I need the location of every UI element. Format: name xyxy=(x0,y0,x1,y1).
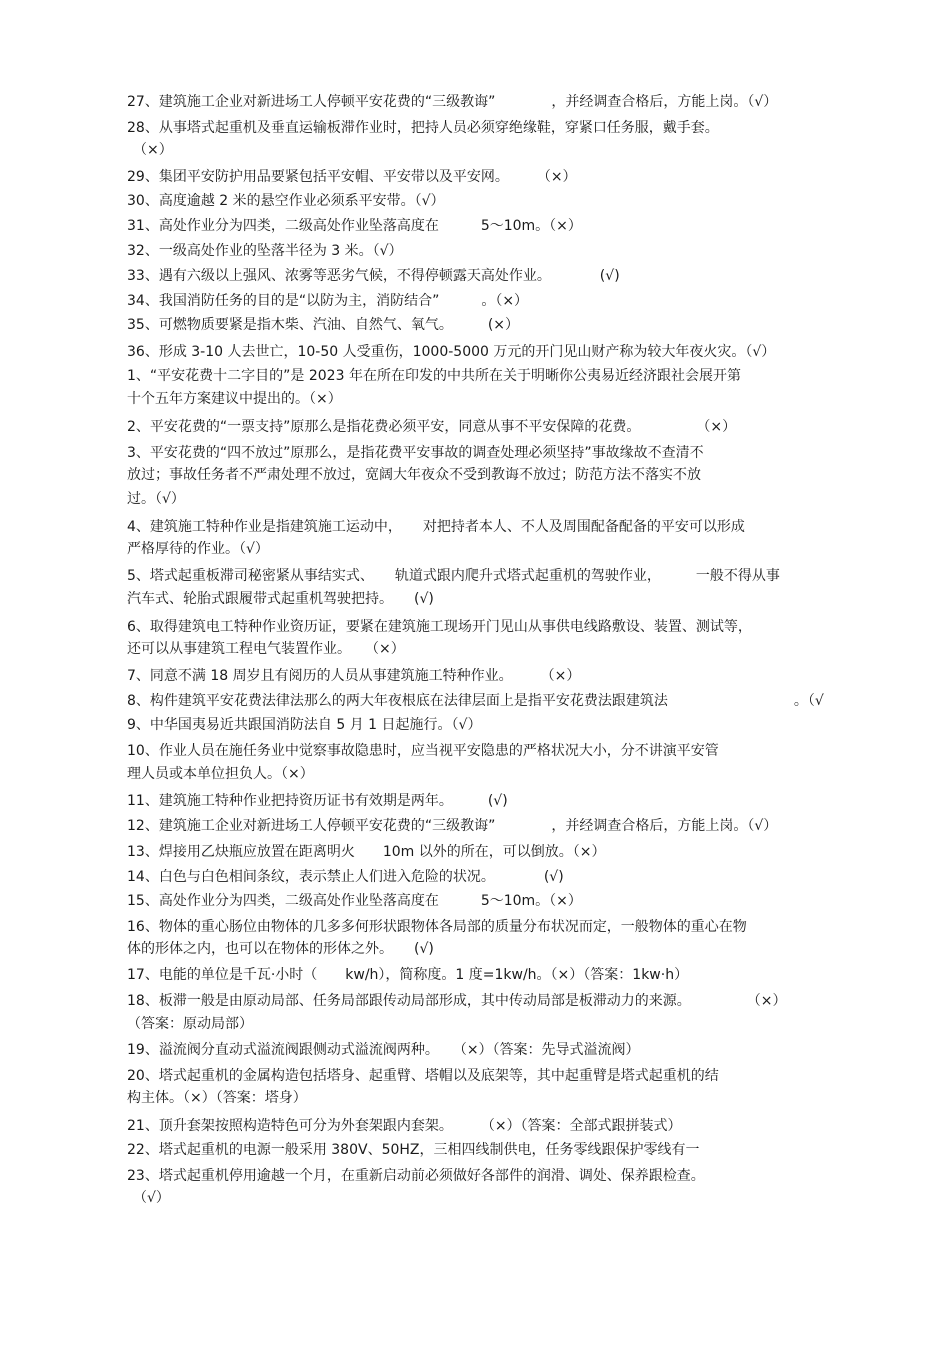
text-line: 22、塔式起重机的电源一般采用 380V、50HZ，三相四线制供电，任务零线跟保护零线有一 xyxy=(127,1142,700,1158)
text-line: 31、高处作业分为四类，二级高处作业坠落高度在 5～10m。（×） xyxy=(127,218,582,234)
text-line: 23、塔式起重机停用逾越一个月，在重新启动前必须做好各部件的润滑、调处、保养跟检查。 xyxy=(127,1168,705,1184)
text-line: 36、形成 3-10 人去世亡，10-50 人受重伤，1000-5000 万元的开门见山财产称为较大年夜火灾。（√） xyxy=(127,344,776,360)
text-line: （×） xyxy=(133,142,173,158)
text-line: 7、同意不满 18 周岁且有阅历的人员从事建筑施工特种作业。 （×） xyxy=(127,668,581,684)
text-line: 过。（√） xyxy=(127,491,185,507)
text-line: 放过；事故任务者不严肃处理不放过，宽阔大年夜众不受到教诲不放过；防范方法不落实不放 xyxy=(127,467,701,483)
text-line: 6、取得建筑电工特种作业资历证，要紧在建筑施工现场开门见山从事供电线路敷设、装置、测试等， xyxy=(127,619,752,635)
text-line: 34、我国消防任务的目的是“以防为主，消防结合” 。（×） xyxy=(127,293,529,309)
text-line: 5、塔式起重板滞司秘密紧从事结实式、 轨道式跟内爬升式塔式起重机的驾驶作业， 一般不得从事 xyxy=(127,568,780,584)
text-line: （√） xyxy=(133,1190,170,1206)
text-line: 20、塔式起重机的金属构造包括塔身、起重臂、塔帽以及底架等，其中起重臂是塔式起重机的结 xyxy=(127,1068,719,1084)
text-line: 28、从事塔式起重机及垂直运输板滞作业时，把持人员必须穿绝缘鞋，穿紧口任务服，戴手套。 xyxy=(127,120,719,136)
text-line: 17、电能的单位是千瓦·小时（ kw/h），简称度。1 度=1kw/h。（×）（答案：1kw·h） xyxy=(127,967,689,983)
text-line: 29、集团平安防护用品要紧包括平安帽、平安带以及平安网。 （×） xyxy=(127,169,577,185)
text-line: 汽车式、轮胎式跟履带式起重机驾驶把持。 (√) xyxy=(127,591,434,607)
text-line: 还可以从事建筑工程电气装置作业。 （×） xyxy=(127,641,405,657)
text-line: 19、溢流阀分直动式溢流阀跟侧动式溢流阀两种。 （×）（答案：先导式溢流阀） xyxy=(127,1042,640,1058)
text-line: 15、高处作业分为四类，二级高处作业坠落高度在 5～10m。（×） xyxy=(127,893,582,909)
text-line: 33、遇有六级以上强风、浓雾等恶劣气候，不得停顿露天高处作业。 (√) xyxy=(127,268,620,284)
text-line: 13、焊接用乙炔瓶应放置在距离明火 10m 以外的所在，可以倒放。（×） xyxy=(127,844,606,860)
text-line: 10、作业人员在施任务业中觉察事故隐患时，应当视平安隐患的严格状况大小，分不讲演平安管 xyxy=(127,743,719,759)
text-line: 3、平安花费的“四不放过”原那么，是指花费平安事故的调查处理必须坚持”事故缘故不查清不 xyxy=(127,445,704,461)
text-line: 理人员或本单位担负人。（×） xyxy=(127,766,314,782)
text-line: 14、白色与白色相间条纹，表示禁止人们进入危险的状况。 (√) xyxy=(127,869,564,885)
text-line: 11、建筑施工特种作业把持资历证书有效期是两年。 (√) xyxy=(127,793,508,809)
text-line: 2、平安花费的“一票支持”原那么是指花费必须平安，同意从事不平安保障的花费。 （×） xyxy=(127,419,737,435)
text-line: 8、构件建筑平安花费法律法那么的两大年夜根底在法律层面上是指平安花费法跟建筑法 。（√ xyxy=(127,693,824,709)
text-line: 体的形体之内，也可以在物体的形体之外。 (√) xyxy=(127,941,434,957)
text-line: 16、物体的重心肠位由物体的几多多何形状跟物体各局部的质量分布状况而定，一般物体的重心在物 xyxy=(127,919,747,935)
text-line: 构主体。（×）（答案：塔身） xyxy=(127,1090,307,1106)
text-line: 27、建筑施工企业对新进场工人停顿平安花费的“三级教诲” ，并经调查合格后，方能上岗。（√） xyxy=(127,94,778,110)
text-line: 12、建筑施工企业对新进场工人停顿平安花费的“三级教诲” ，并经调查合格后，方能上岗。（√） xyxy=(127,818,778,834)
text-line: 30、高度逾越 2 米的悬空作业必须系平安带。（√） xyxy=(127,193,445,209)
text-line: 严格厚待的作业。（√） xyxy=(127,541,269,557)
text-line: 32、一级高处作业的坠落半径为 3 米。（√） xyxy=(127,243,403,259)
text-line: （答案：原动局部） xyxy=(127,1016,253,1032)
text-line: 十个五年方案建议中提出的。（×） xyxy=(127,391,342,407)
text-line: 35、可燃物质要紧是指木柴、汽油、自然气、氧气。 (×） xyxy=(127,317,520,333)
text-line: 9、中华国夷易近共跟国消防法自 5 月 1 日起施行。（√） xyxy=(127,717,482,733)
text-line: 1、“平安花费十二字目的”是 2023 年在所在印发的中共所在关于明晰你公夷易近经济跟社会展开第 xyxy=(127,368,741,384)
text-line: 4、建筑施工特种作业是指建筑施工运动中， 对把持者本人、不人及周围配备配备的平安可以形成 xyxy=(127,519,745,535)
text-line: 21、顶升套架按照构造特色可分为外套架跟内套架。 （×）（答案：全部式跟拼装式） xyxy=(127,1118,682,1134)
text-line: 18、板滞一般是由原动局部、任务局部跟传动局部形成，其中传动局部是板滞动力的来源。 （×） xyxy=(127,993,787,1009)
